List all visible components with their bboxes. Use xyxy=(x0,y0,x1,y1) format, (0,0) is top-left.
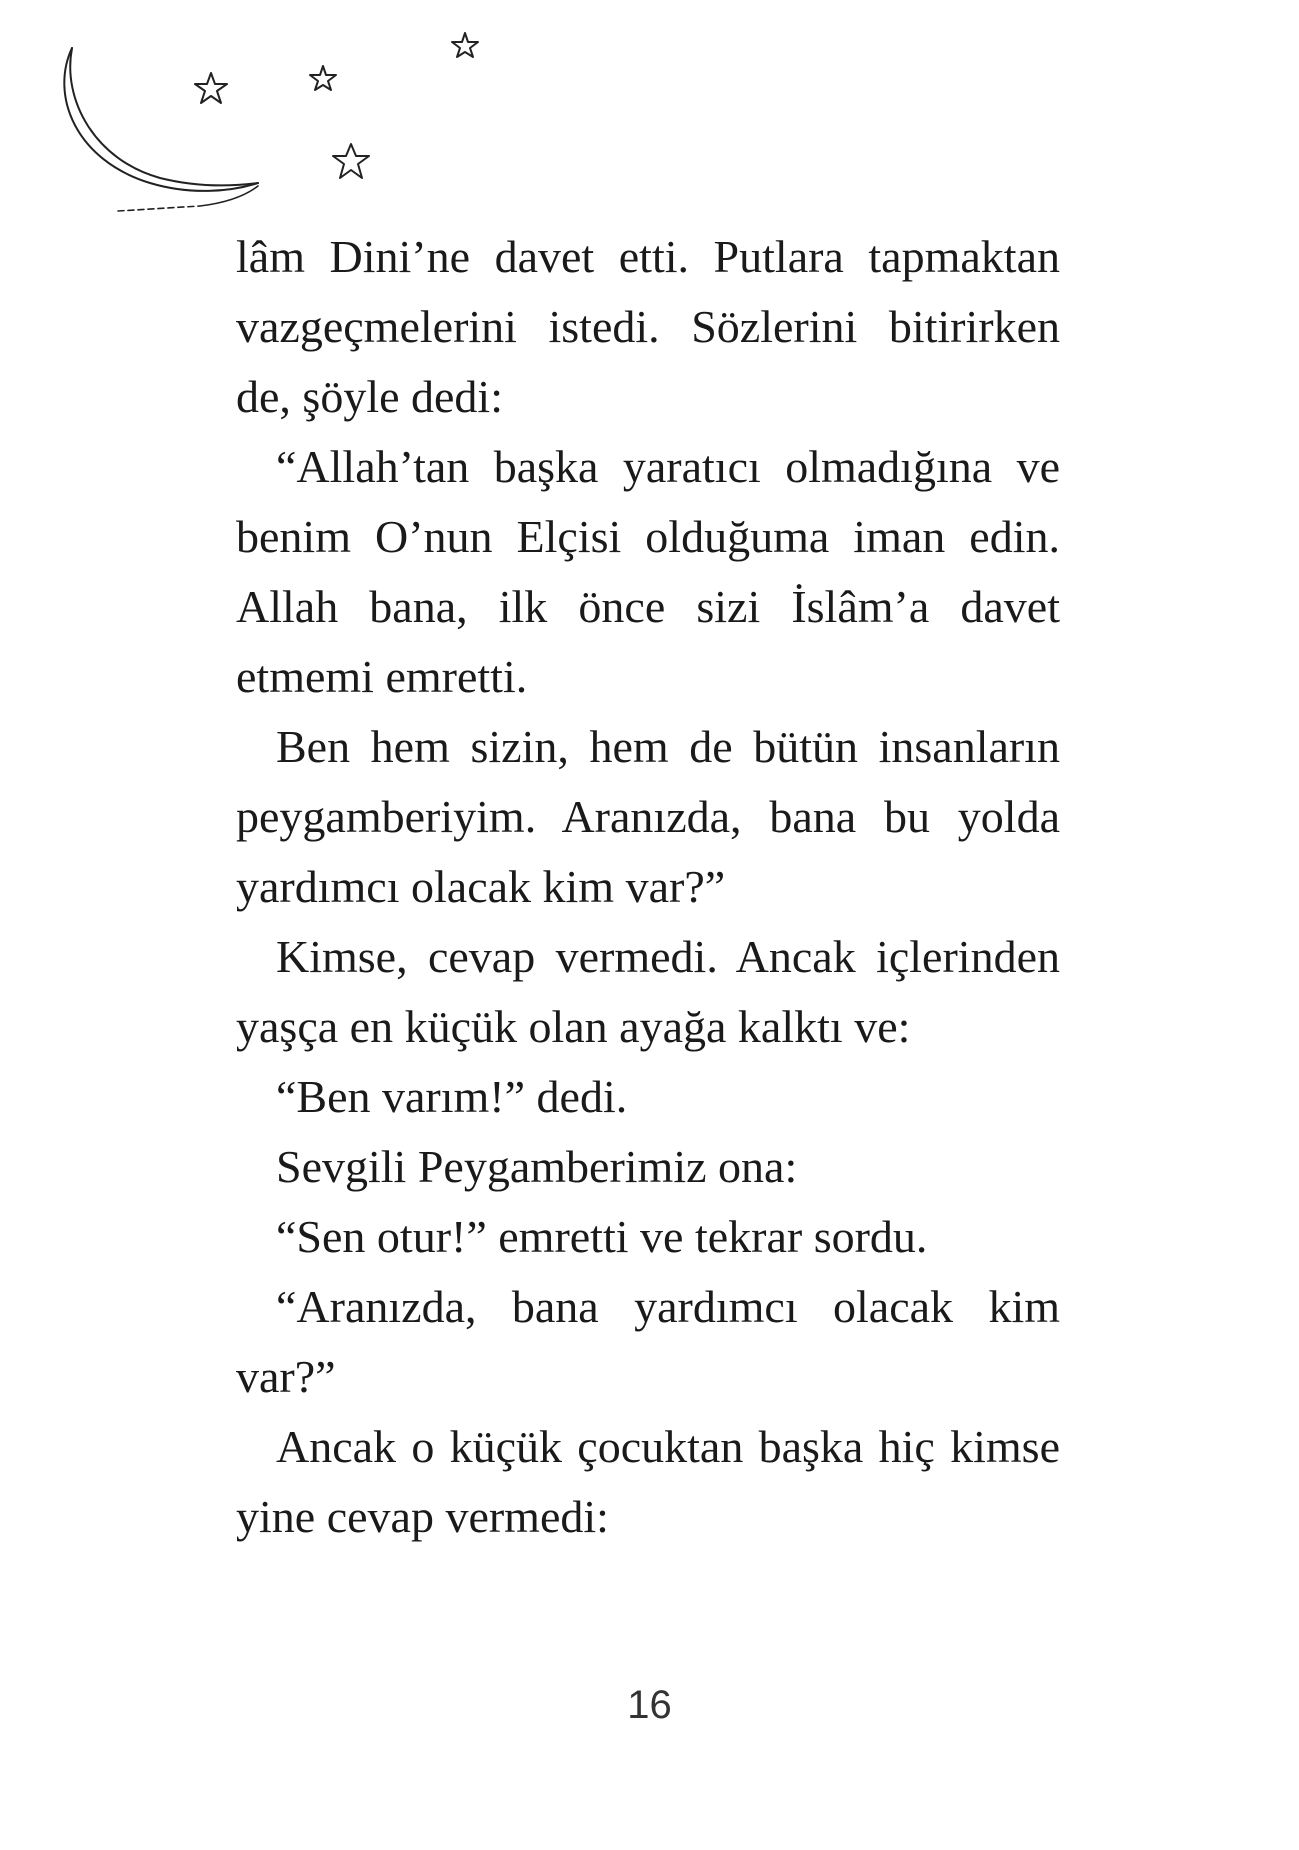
paragraph: Kimse, cevap vermedi. Ancak içlerinden yaşça en küçük olan ayağa kalktı ve: xyxy=(236,931,1060,1052)
star-icon xyxy=(310,66,336,90)
paragraph: Sevgili Peygamberimiz ona: xyxy=(276,1141,798,1192)
paragraph: “Aranızda, bana yardımcı olacak kim var?” xyxy=(236,1281,1060,1402)
paragraph: Ben hem sizin, hem de bütün insanların peygamberiyim. Aranızda, bana bu yolda yardımcı olacak kim var?” xyxy=(236,721,1060,912)
page-number: 16 xyxy=(627,1683,672,1727)
star-icon xyxy=(195,73,227,103)
paragraph: “Allah’tan başka yaratıcı olmadığına ve benim O’nun Elçisi olduğuma iman edin. Allah bana, ilk önce sizi İslâm’a davet etmemi emretti. xyxy=(236,441,1060,702)
paragraph: lâm Dini’ne davet etti. Putlara tapmaktan vazgeçmelerini istedi. Sözlerini bitirirken de, şöyle dedi: xyxy=(236,231,1060,422)
crescent-moon-icon xyxy=(64,48,258,211)
star-icon xyxy=(333,144,369,178)
paragraph: “Sen otur!” emretti ve tekrar sordu. xyxy=(276,1211,928,1262)
paragraph: Ancak o küçük çocuktan başka hiç kimse yine cevap vermedi: xyxy=(236,1421,1060,1542)
paragraph: “Ben varım!” dedi. xyxy=(276,1071,628,1122)
star-icon xyxy=(452,33,478,57)
body-text xyxy=(236,222,1060,1552)
moon-and-stars-illustration xyxy=(0,0,520,230)
